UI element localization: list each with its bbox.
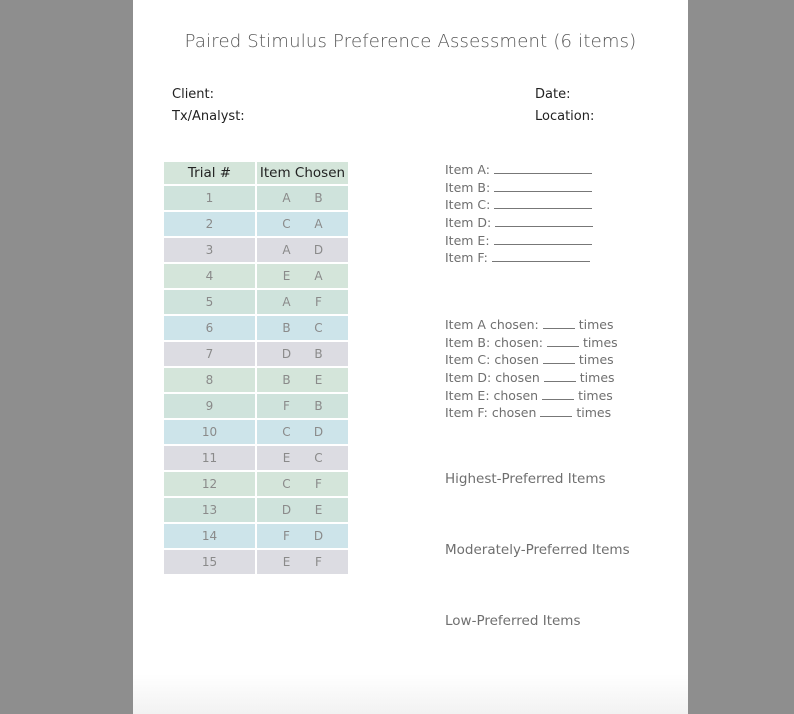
trial-number-cell: 10 (164, 420, 255, 444)
item-count-blank (542, 399, 574, 400)
item-pair-first: E (282, 269, 291, 283)
item-pair-second: C (314, 321, 323, 335)
client-label: Client: (172, 87, 215, 102)
item-pair-first: F (283, 399, 290, 413)
item-count-label: Item F: chosen (445, 405, 537, 421)
item-pair-second: E (314, 503, 323, 517)
item-count-suffix: times (582, 334, 618, 350)
item-pair-first: E (282, 555, 291, 569)
item-pair-cell (255, 524, 348, 548)
item-name-blank (494, 208, 592, 209)
item-count-row (445, 387, 618, 405)
table-row (164, 550, 348, 574)
item-name-blank (494, 191, 592, 192)
table-row (164, 524, 348, 548)
item-pair-second: C (314, 451, 323, 465)
item-pair-first: B (282, 373, 291, 387)
trial-number-cell: 8 (164, 368, 255, 392)
item-definition-list (445, 161, 593, 267)
item-count-blank (543, 328, 575, 329)
item-count-row (445, 351, 618, 369)
item-definition-label: Item B: (445, 179, 491, 195)
item-pair-second: B (314, 347, 323, 361)
item-count-row (445, 369, 618, 387)
item-pair-cell (255, 446, 348, 470)
item-pair-second: D (313, 425, 324, 439)
item-pair-second: F (315, 477, 322, 491)
item-pair-first: A (282, 243, 291, 257)
table-row (164, 264, 348, 288)
header-trial-number: Trial # (164, 162, 255, 184)
item-pair-first: D (281, 503, 292, 517)
item-pair-cell (255, 368, 348, 392)
item-definition-row (445, 232, 593, 250)
table-row (164, 420, 348, 444)
item-pair-first: C (282, 425, 291, 439)
item-definition-label: Item A: (445, 162, 490, 177)
item-pair-first: D (281, 347, 292, 361)
item-count-blank (547, 346, 579, 347)
item-name-blank (494, 244, 592, 245)
item-count-label: Item D: chosen (445, 370, 540, 386)
item-count-label: Item B: chosen: (445, 334, 543, 350)
trial-number-cell: 9 (164, 394, 255, 418)
trial-number-cell: 2 (164, 212, 255, 236)
item-pair-second: E (314, 373, 323, 387)
header-item-chosen: Item Chosen (255, 162, 348, 184)
table-row (164, 290, 348, 314)
trial-number-cell: 11 (164, 446, 255, 470)
item-count-blank (543, 363, 575, 364)
item-pair-second: F (315, 555, 322, 569)
item-pair-first: F (283, 529, 290, 543)
location-label: Location: (535, 109, 595, 124)
item-pair-cell (255, 212, 348, 236)
item-pair-cell (255, 472, 348, 496)
item-count-label: Item C: chosen (445, 352, 539, 368)
item-pair-cell (255, 316, 348, 340)
item-definition-row (445, 179, 593, 197)
item-pair-cell (255, 550, 348, 574)
item-name-blank (492, 261, 590, 262)
item-definition-row (445, 161, 593, 179)
trial-number-cell: 6 (164, 316, 255, 340)
item-pair-second: A (314, 217, 323, 231)
item-pair-first: B (282, 321, 291, 335)
item-pair-first: C (282, 477, 291, 491)
table-row (164, 186, 348, 210)
item-count-suffix: times (576, 405, 612, 421)
item-count-suffix: times (579, 370, 615, 386)
trial-number-cell: 4 (164, 264, 255, 288)
item-count-blank (540, 416, 572, 417)
table-row (164, 394, 348, 418)
date-label: Date: (535, 87, 571, 102)
item-definition-label: Item F: (445, 250, 488, 266)
trial-number-cell: 3 (164, 238, 255, 262)
trial-number-cell: 15 (164, 550, 255, 574)
item-pair-cell (255, 394, 348, 418)
item-pair-cell (255, 290, 348, 314)
trial-table-header (164, 162, 348, 184)
item-name-blank (494, 173, 592, 174)
item-count-row (445, 316, 618, 334)
item-pair-second: D (313, 529, 324, 543)
item-count-blank (544, 381, 576, 382)
table-row (164, 368, 348, 392)
item-pair-second: B (314, 399, 323, 413)
item-definition-label: Item E: (445, 232, 490, 248)
moderately-preferred-heading: Moderately-Preferred Items (445, 542, 630, 558)
item-pair-cell (255, 342, 348, 366)
item-count-list (445, 316, 618, 422)
item-pair-first: A (282, 295, 291, 309)
item-definition-label: Item C: (445, 197, 491, 213)
table-row (164, 212, 348, 236)
table-row (164, 446, 348, 470)
item-pair-second: D (313, 243, 324, 257)
item-pair-first: E (282, 451, 291, 465)
item-count-row (445, 404, 618, 422)
item-definition-label: Item D: (445, 215, 492, 231)
trial-number-cell: 14 (164, 524, 255, 548)
table-row (164, 472, 348, 496)
table-row (164, 498, 348, 522)
item-pair-second: A (314, 269, 323, 283)
item-pair-cell (255, 420, 348, 444)
highest-preferred-heading: Highest-Preferred Items (445, 471, 606, 487)
table-row (164, 316, 348, 340)
item-pair-first: A (282, 191, 291, 205)
item-pair-second: B (314, 191, 323, 205)
low-preferred-heading: Low-Preferred Items (445, 613, 581, 629)
page-bottom-fade (133, 674, 688, 714)
item-count-label: Item A chosen: (445, 317, 539, 332)
table-row (164, 238, 348, 262)
trial-number-cell: 7 (164, 342, 255, 366)
trial-number-cell: 13 (164, 498, 255, 522)
item-pair-cell (255, 498, 348, 522)
analyst-label: Tx/Analyst: (172, 109, 245, 124)
item-definition-row (445, 249, 593, 267)
trial-number-cell: 1 (164, 186, 255, 210)
trial-number-cell: 12 (164, 472, 255, 496)
item-pair-first: C (282, 217, 291, 231)
item-count-suffix: times (578, 317, 614, 332)
trial-table (164, 160, 348, 576)
item-definition-row (445, 214, 593, 232)
item-pair-second: F (315, 295, 322, 309)
item-count-suffix: times (578, 352, 614, 368)
item-count-row (445, 334, 618, 352)
table-row (164, 342, 348, 366)
item-pair-cell (255, 264, 348, 288)
worksheet-title: Paired Stimulus Preference Assessment (6 items) (184, 31, 637, 52)
item-name-blank (495, 226, 593, 227)
worksheet-page (133, 0, 688, 714)
item-definition-row (445, 196, 593, 214)
item-pair-cell (255, 238, 348, 262)
item-count-label: Item E: chosen (445, 387, 539, 403)
trial-number-cell: 5 (164, 290, 255, 314)
item-pair-cell (255, 186, 348, 210)
trial-table-body (164, 186, 348, 574)
item-count-suffix: times (578, 387, 613, 403)
